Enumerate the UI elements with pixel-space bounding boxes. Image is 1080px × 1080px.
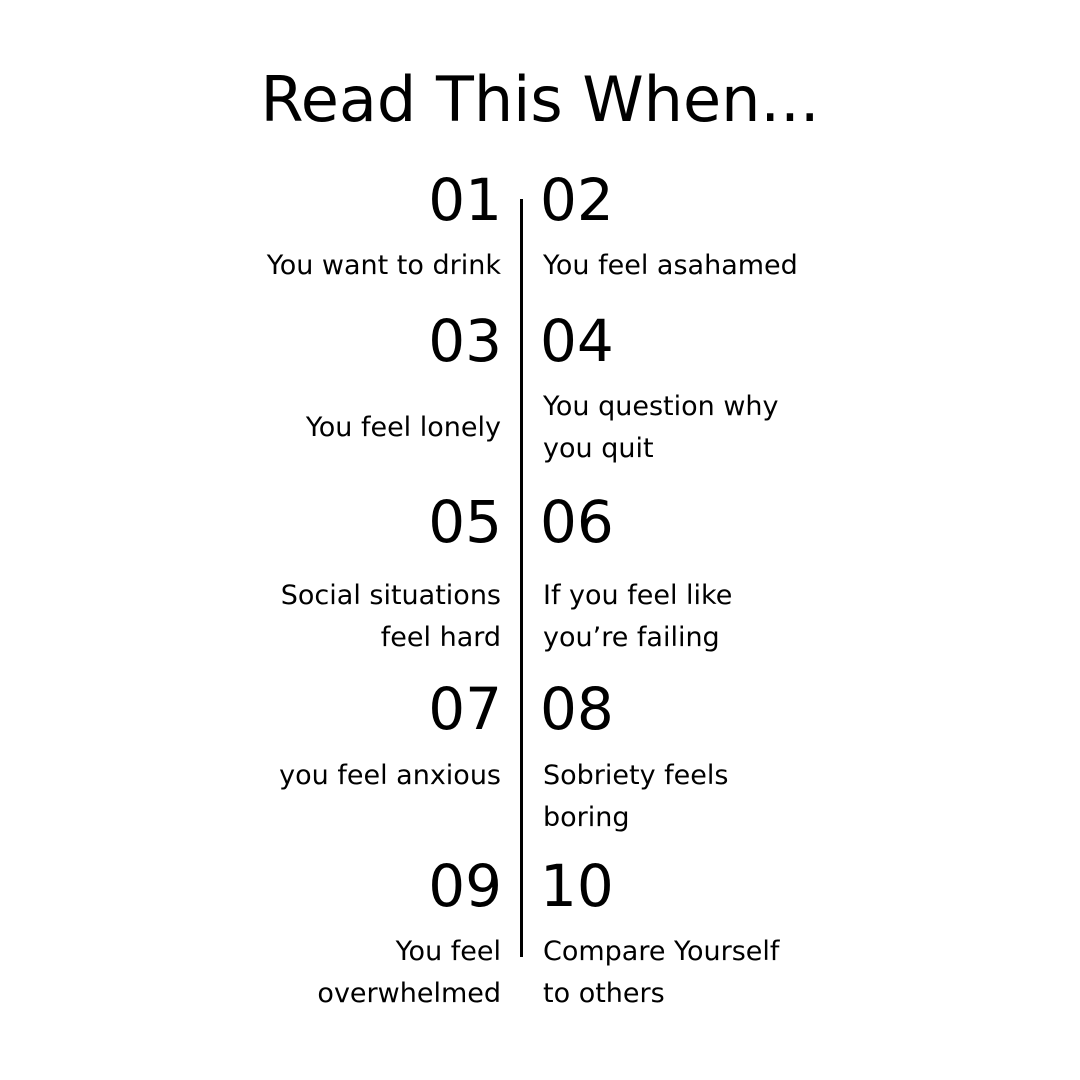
item-number-05: 05 <box>428 488 502 556</box>
item-number-10: 10 <box>540 852 614 920</box>
item-number-09: 09 <box>428 852 502 920</box>
item-number-04: 04 <box>540 307 614 375</box>
item-label-line: overwhelmed <box>317 978 501 1009</box>
item-label-03 <box>306 407 501 449</box>
item-label-07 <box>279 755 501 797</box>
item-label-05 <box>281 575 501 659</box>
item-number-01: 01 <box>428 166 502 234</box>
item-label-line: feel hard <box>380 622 501 653</box>
item-label-04 <box>543 386 779 470</box>
item-number-06: 06 <box>540 488 614 556</box>
item-label-line: boring <box>543 802 630 833</box>
item-number-08: 08 <box>540 675 614 743</box>
item-label-01 <box>267 245 501 287</box>
item-label-10 <box>543 931 779 1015</box>
page-title: Read This When... <box>260 63 820 136</box>
item-label-line: You question why <box>543 391 779 422</box>
item-number-07: 07 <box>428 675 502 743</box>
item-label-08 <box>543 755 728 839</box>
item-label-line: You feel lonely <box>305 412 501 443</box>
item-label-line: You want to drink <box>266 250 501 281</box>
center-divider <box>520 199 523 957</box>
item-label-line: You feel asahamed <box>543 250 798 281</box>
item-label-02 <box>543 245 798 287</box>
item-label-line: Social situations <box>280 580 501 611</box>
item-label-09 <box>317 931 501 1015</box>
item-label-line: to others <box>543 978 665 1009</box>
item-label-line: you’re failing <box>543 622 720 653</box>
item-number-03: 03 <box>428 307 502 375</box>
item-label-line: Compare Yourself <box>543 936 780 967</box>
item-label-line: If you feel like <box>543 580 733 611</box>
item-label-line: you quit <box>543 433 654 464</box>
item-number-02: 02 <box>540 166 614 234</box>
item-label-06 <box>543 575 732 659</box>
item-label-line: You feel <box>395 936 501 967</box>
item-label-line: you feel anxious <box>279 760 501 791</box>
item-label-line: Sobriety feels <box>543 760 729 791</box>
